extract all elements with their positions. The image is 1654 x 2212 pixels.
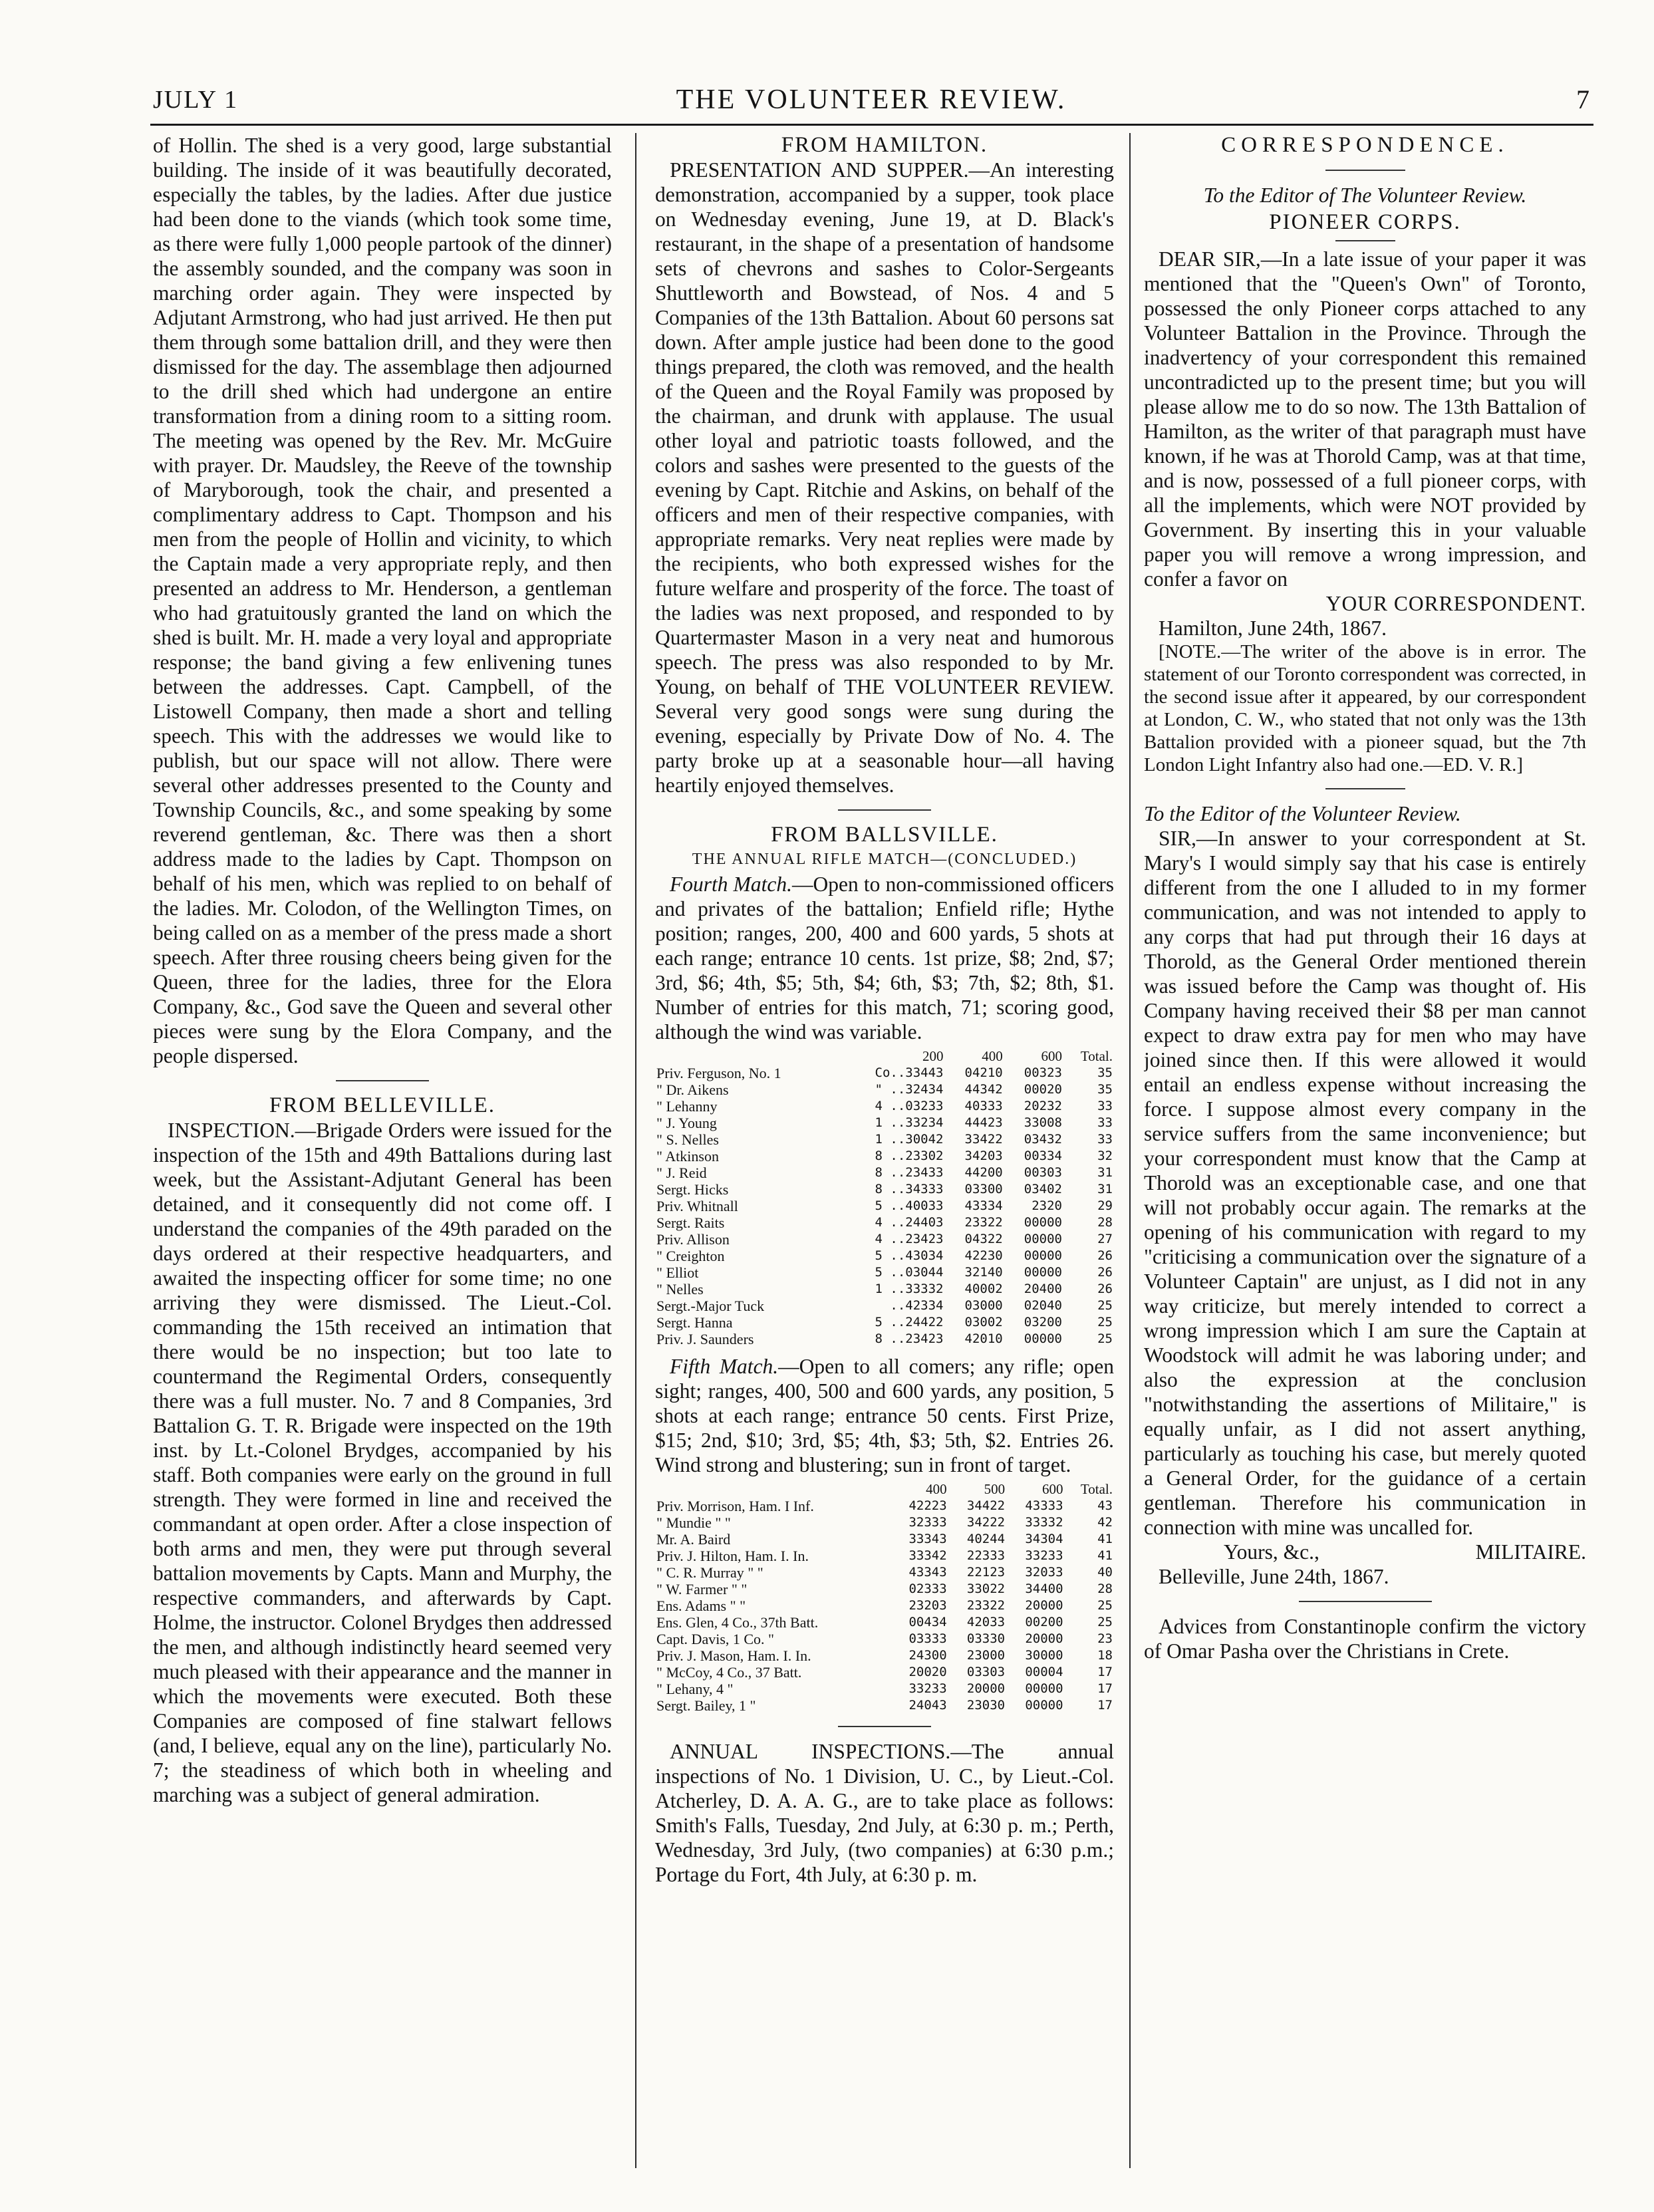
score-range: 00020 (1024, 1082, 1062, 1097)
score-range: 03432 (1024, 1132, 1062, 1147)
score-range: 20000 (1025, 1631, 1063, 1646)
score-range: 33332 (1025, 1515, 1063, 1530)
hamilton-article (655, 158, 1114, 797)
score-range: 44423 (964, 1115, 1003, 1130)
score-range: 5 ..03044 (875, 1265, 944, 1280)
table-row (655, 1314, 1114, 1331)
score-range: 03330 (966, 1631, 1006, 1646)
score-range: 8 ..34333 (875, 1182, 944, 1196)
table-row (655, 1165, 1114, 1181)
fourth-match-scores-table (655, 1048, 1114, 1347)
score-range: 22123 (966, 1565, 1006, 1580)
table-row (655, 1581, 1114, 1597)
score-total: 42 (1097, 1515, 1113, 1530)
competitor-name (655, 1548, 890, 1564)
belleville-article (153, 1118, 612, 1807)
score-range: 40333 (964, 1099, 1003, 1113)
pioneer-letter-text: DEAR SIR,—In a late issue of your paper it was mentioned that the "Queen's Own" of Toronto, possessed the only Pioneer corps attached to any Volunteer Battalion in the Province. Through the inadvertency of your correspondent this remained uncontradicted up to the present time; but you will please allow me to do so now. The 13th Battalion of Hamilton, as the writer of that paragraph must have known, if he was at Thorold Camp, was at that time, and is now, possessed of a full pioneer corps, with all the implements, which were NOT provided by Government. By inserting this in your valuable paper you will remove a wrong impression, and confer a favor on (1144, 247, 1586, 591)
competitor-name (655, 1697, 890, 1714)
competitor-label: Priv. J. Hilton, Ham. I. In. (656, 1548, 809, 1564)
score-range: 02333 (908, 1582, 947, 1596)
competitor-label: Sergt. Bailey, 1 " (656, 1697, 756, 1714)
table-row (655, 1548, 1114, 1564)
competitor-name (655, 1647, 890, 1664)
score-total: 17 (1097, 1698, 1113, 1713)
score-total: 28 (1097, 1215, 1113, 1230)
score-total: 17 (1097, 1665, 1113, 1679)
score-range: 03000 (964, 1298, 1003, 1313)
section-rule (838, 1726, 931, 1727)
table-row (655, 1514, 1114, 1531)
table-row (655, 1564, 1114, 1581)
fifth-match-scores-table (655, 1481, 1114, 1714)
competitor-label: Sergt. Hanna (656, 1314, 733, 1331)
competitor-label: Capt. Davis, 1 Co. " (656, 1631, 775, 1647)
table-row (655, 1681, 1114, 1697)
competitor-label: Ens. Glen, 4 Co., 37th Batt. (656, 1614, 819, 1631)
score-range: 44200 (964, 1165, 1003, 1180)
score-range: 23030 (966, 1698, 1006, 1713)
signature-correspondent: YOUR CORRESPONDENT. (1325, 592, 1586, 615)
page-number: 7 (1576, 84, 1589, 114)
score-total: 31 (1097, 1165, 1113, 1180)
col-head-total: Total. (1080, 1481, 1113, 1497)
table-row (655, 1198, 1114, 1214)
score-range: 5 ..43034 (875, 1248, 944, 1263)
score-range: 4 ..03233 (875, 1099, 944, 1113)
score-range: 04210 (964, 1065, 1003, 1080)
score-range: 23322 (964, 1215, 1003, 1230)
competitor-name (655, 1148, 841, 1165)
col-head-3: 600 (1041, 1048, 1062, 1064)
score-range: 42223 (908, 1498, 947, 1513)
score-range: 4 ..24403 (875, 1215, 944, 1230)
score-range: 00200 (1025, 1615, 1063, 1629)
col-head-1: 200 (922, 1048, 944, 1064)
section-rule (1325, 170, 1405, 171)
competitor-name (655, 1664, 890, 1681)
score-total: 17 (1097, 1681, 1113, 1696)
score-range: 42033 (966, 1615, 1006, 1629)
competitor-label: Sergt. Hicks (656, 1181, 729, 1198)
score-total: 25 (1097, 1615, 1113, 1629)
letter-date: Hamilton, June 24th, 1867. (1159, 617, 1387, 640)
belleville-heading: FROM BELLEVILLE. (269, 1093, 495, 1117)
score-total: 25 (1097, 1298, 1113, 1313)
score-total: 43 (1097, 1498, 1113, 1513)
score-total: 33 (1097, 1132, 1113, 1147)
fourth-match-article (655, 872, 1114, 1044)
page-header (153, 81, 1589, 121)
score-range: 34222 (966, 1515, 1006, 1530)
competitor-label: " Elliot (656, 1264, 699, 1281)
section-rule (1299, 1601, 1432, 1602)
score-total: 25 (1097, 1598, 1113, 1613)
fourth-match-lead: Fourth Match. (670, 873, 792, 896)
col-head-2: 500 (984, 1481, 1006, 1497)
competitor-label: " Nelles (656, 1281, 704, 1298)
score-total: 26 (1097, 1265, 1113, 1280)
table-row (655, 1631, 1114, 1647)
table-row (655, 1148, 1114, 1165)
competitor-name (655, 1098, 841, 1115)
competitor-label: " Dr. Aikens (656, 1081, 729, 1098)
score-range: 00434 (908, 1615, 947, 1629)
score-range: ..42334 (890, 1298, 944, 1313)
score-range: 42230 (964, 1248, 1003, 1263)
score-range: 00000 (1024, 1265, 1062, 1280)
competitor-name (655, 1065, 841, 1081)
column-2 (655, 133, 1114, 2175)
belleville-text: —Brigade Orders were issued for the inspection of the 15th and 49th Battalions during last week, but the Assistant-Adjutant General has been detained, and it consequently did not come off. I understand the companies of the 49th paraded on the days ordered at their respective headquarters, and awaited the inspecting officer for some time; no one arriving they were dismissed. The Lieut.-Col. commanding the 15th received an intimation that there would be no inspection; but too late to countermand the Regimental Orders, consequently there was a full muster. No. 7 and 8 Companies, 3rd Battalion G. T. R. Brigade were inspected on the 19th inst. by Lt.-Colonel Brydges, accompanied by his staff. Both companies were early on the ground in full strength. They were formed in line and received the commandant at open order. After a close inspection of both arms and men, they were put through several battalion movements by Capts. Mann and Murphy, the respective commanders, and afterwards by Capt. Holme, the instructor. Colonel Brydges then addressed the men, and although indistinctly heard seemed very much pleased with their appearance and the manner in which the movements were executed. Both these Companies are composed of fine stalwart fellows (and, I believe, equal any on the line), particularly No. 7; the steadiness of which both in wheeling and marching was a subject of general admiration. (153, 1119, 612, 1806)
score-range: 20232 (1024, 1099, 1062, 1113)
competitor-name (655, 1597, 890, 1614)
col-head-2: 400 (982, 1048, 1003, 1064)
to-editor-line: To the Editor of the Volunteer Review. (1144, 802, 1461, 825)
score-range: 8 ..23433 (875, 1165, 944, 1180)
competitor-label: Priv. J. Mason, Ham. I. In. (656, 1647, 811, 1664)
ballsville-heading: FROM BALLSVILLE. (771, 823, 998, 847)
competitor-name (655, 1614, 890, 1631)
column-divider (635, 133, 636, 2168)
score-range: 4 ..23423 (875, 1232, 944, 1246)
competitor-label: Priv. Ferguson, No. 1 (656, 1065, 781, 1081)
table-row (655, 1281, 1114, 1298)
competitor-name (655, 1264, 841, 1281)
competitor-label: Priv. Allison (656, 1231, 730, 1248)
hollin-article-text: of Hollin. The shed is a very good, large substantial building. The inside of it was beautifully decorated, especially the tables, by the ladies. After due justice had been done to the viands (which took some time, as there were fully 1,000 people partook of the dinner) the assembly sounded, and the company was soon in marching order again. They were inspected by Adjutant Armstrong, who had just arrived. He then put them through some battalion drill, and they were then dismissed for the day. The assemblage then adjourned to the drill shed which had undergone an entire transformation from a dining room to a sitting room. The meeting was opened by the Rev. Mr. McGuire with prayer. Dr. Maudsley, the Reeve of the township of Maryborough, took the chair, and presented a complimentary address to Capt. Thompson and his men from the people of Hollin and vicinity, to which the Captain made a very appropriate reply, and then presented an address to Mr. Henderson, a gentleman who had gratuitously granted the land on which the shed is built. Mr. H. made a very loyal and appropriate response; the band giving a few enlivening tunes between the addresses. Capt. Campbell, of the Listowell Company, then made a short and telling speech. This with the addresses we would like to publish, but our space will not allow. There were several other addresses presented to the County and Township Councils, &c., and some speaking by some reverend gentleman, &c. There was then a short address made to the ladies by Capt. Thompson on behalf of his men, which was replied to on behalf of the ladies. Mr. Colodon, of the Wellington Times, on being called on as a member of the press made a short speech. After three rousing cheers being given for the Queen, three for the ladies, three for the Elora Company, &c., God save the Queen and several other pieces were sung by the Elora Company, and the people dispersed. (153, 134, 612, 1067)
score-range: 2320 (1032, 1198, 1062, 1213)
competitor-label: " Mundie " " (656, 1514, 731, 1531)
score-range: 00303 (1024, 1165, 1062, 1180)
score-total: 33 (1097, 1099, 1113, 1113)
competitor-label: Priv. Morrison, Ham. I Inf. (656, 1498, 814, 1514)
score-range: 00000 (1024, 1331, 1062, 1346)
score-total: 35 (1097, 1065, 1113, 1080)
competitor-name (655, 1314, 841, 1331)
score-range: 33343 (908, 1532, 947, 1546)
letter-date: Belleville, June 24th, 1867. (1159, 1565, 1389, 1588)
column-1 (153, 133, 612, 2175)
score-total: 41 (1097, 1548, 1113, 1563)
score-range: 44342 (964, 1082, 1003, 1097)
competitor-label: Mr. A. Baird (656, 1531, 731, 1548)
competitor-label: " S. Nelles (656, 1131, 719, 1148)
score-total: 29 (1097, 1198, 1113, 1213)
table-row (655, 1081, 1114, 1098)
belleville-lead: INSPECTION. (168, 1119, 295, 1142)
score-range: 03402 (1024, 1182, 1062, 1196)
score-total: 35 (1097, 1082, 1113, 1097)
score-total: 26 (1097, 1248, 1113, 1263)
column-3 (1144, 133, 1586, 2175)
competitor-name (655, 1498, 890, 1514)
score-range: 23322 (966, 1598, 1006, 1613)
score-total: 40 (1097, 1565, 1113, 1580)
score-range: 00000 (1024, 1248, 1062, 1263)
score-total: 23 (1097, 1631, 1113, 1646)
competitor-name (655, 1248, 841, 1264)
competitor-label: " J. Reid (656, 1165, 707, 1181)
table-row (655, 1331, 1114, 1347)
competitor-name (655, 1681, 890, 1697)
score-range: 33422 (964, 1132, 1003, 1147)
competitor-name (655, 1115, 841, 1131)
competitor-name (655, 1631, 890, 1647)
score-range: 34422 (966, 1498, 1006, 1513)
table-row (655, 1697, 1114, 1714)
publication-title: THE VOLUNTEER REVIEW. (676, 84, 1067, 115)
section-rule (1325, 788, 1405, 789)
score-range: 00000 (1024, 1215, 1062, 1230)
score-range: 42010 (964, 1331, 1003, 1346)
table-header-row (655, 1481, 1114, 1498)
correspondence-heading: CORRESPONDENCE. (1221, 133, 1509, 157)
score-range: 40002 (964, 1282, 1003, 1296)
score-range: 43334 (964, 1198, 1003, 1213)
score-range: 24043 (908, 1698, 947, 1713)
competitor-name (655, 1198, 841, 1214)
table-row (655, 1664, 1114, 1681)
score-total: 25 (1097, 1331, 1113, 1346)
editor-note: [NOTE.—The writer of the above is in error. The statement of our Toronto correspondent was corrected, in the second issue after it appeared, by our correspondent at London, C. W., who stated that not only was the 13th Battalion provided with a pioneer squad, but the 7th London Light Infantry also had one.—ED. V. R.] (1144, 641, 1586, 775)
letter-closing (1144, 1540, 1586, 1564)
competitor-name (655, 1531, 890, 1548)
score-range: 1 ..33332 (875, 1282, 944, 1296)
annual-lead: ANNUAL INSPECTIONS. (670, 1740, 951, 1763)
score-range: 03303 (966, 1665, 1006, 1679)
to-editor-line: To the Editor of The Volunteer Review. (1203, 184, 1527, 207)
competitor-name (655, 1281, 841, 1298)
competitor-name (655, 1331, 841, 1347)
score-range: 03300 (964, 1182, 1003, 1196)
score-range: 30000 (1025, 1648, 1063, 1663)
score-range: 23000 (966, 1648, 1006, 1663)
score-range: 32140 (964, 1265, 1003, 1280)
col-head-3: 600 (1042, 1481, 1063, 1497)
score-range: Co..33443 (875, 1065, 944, 1080)
hamilton-text: —An interesting demonstration, accompanied by a supper, took place on Wednesday evening, June 19, at D. Black's restaurant, in the shape of a presentation of handsome sets of chevrons and sashes to Color-Sergeants Shuttleworth and Bowstead, of Nos. 4 and 5 Companies of the 13th Battalion. About 60 persons sat down. After ample justice had been done to the good things prepared, the cloth was removed, and the health of the Queen and the Royal Family was proposed by the chairman, and drunk with applause. The usual other loyal and patriotic toasts followed, and the colors and sashes were presented to the guests of the evening by Capt. Ritchie and Askins, on behalf of the officers and men of their respective companies, with appropriate remarks. Very neat replies were made by the recipients, who both expressed wishes for the future welfare and prosperity of the force. The toast of the ladies was next proposed, and responded to by Quartermaster Mason in a very neat and humorous speech. The press was also responded to by Mr. Young, on behalf of THE VOLUNTEER REVIEW. Several very good songs were sung during the evening, especially by Private Dow of No. 4. The party broke up at a seasonable hour—all having heartily enjoyed themselves. (655, 158, 1114, 797)
table-row (655, 1298, 1114, 1314)
competitor-name (655, 1081, 841, 1098)
annual-text: —The annual inspections of No. 1 Division, U. C., by Lieut.-Col. Atcherley, D. A. A. G., are to take place as follows: Smith's Falls, Tuesday, 2nd July, at 6:30 p. m.; Perth, Wednesday, 3rd July, (two companies) at 6:30 p.m.; Portage du Fort, 4th July, at 6:30 p. m. (655, 1740, 1114, 1886)
score-total: 28 (1097, 1582, 1113, 1596)
score-range: 20000 (1025, 1598, 1063, 1613)
score-range: 33233 (908, 1681, 947, 1696)
competitor-label: Priv. J. Saunders (656, 1331, 754, 1347)
column-divider (1129, 133, 1131, 2168)
competitor-name (655, 1131, 841, 1148)
score-range: 02040 (1024, 1298, 1062, 1313)
hamilton-heading: FROM HAMILTON. (781, 133, 988, 157)
score-range: 32333 (908, 1515, 947, 1530)
competitor-name (655, 1564, 890, 1581)
score-range: 22333 (966, 1548, 1006, 1563)
score-range: 04322 (964, 1232, 1003, 1246)
competitor-name (655, 1514, 890, 1531)
score-range: 00334 (1024, 1149, 1062, 1163)
fourth-match-text: —Open to non-commissioned officers and privates of the battalion; Enfield rifle; Hythe position; ranges, 200, 400 and 600 yards, 5 shots at each range; entrance 10 cents. 1st prize, $8; 2nd, $7; 3rd, $6; 4th, $5; 5th, $4; 6th, $3; 7th, $2; 8th, $1. Number of entries for this match, 71; scoring good, although the wind was variable. (655, 873, 1114, 1043)
score-range: 8 ..23302 (875, 1149, 944, 1163)
score-total: 32 (1097, 1149, 1113, 1163)
score-range: 33342 (908, 1548, 947, 1563)
score-total: 25 (1097, 1315, 1113, 1329)
section-rule (1335, 240, 1395, 241)
annual-inspections-article (655, 1739, 1114, 1887)
score-range: 20020 (908, 1665, 947, 1679)
fifth-match-lead: Fifth Match. (670, 1355, 779, 1378)
score-total: 26 (1097, 1282, 1113, 1296)
competitor-name (655, 1214, 841, 1231)
score-range: 24300 (908, 1648, 947, 1663)
ballsville-subheading: THE ANNUAL RIFLE MATCH—(CONCLUDED.) (692, 851, 1077, 868)
score-range: 40244 (966, 1532, 1006, 1546)
score-range: 20400 (1024, 1282, 1062, 1296)
score-range: 33008 (1024, 1115, 1062, 1130)
table-row (655, 1614, 1114, 1631)
competitor-label: " Atkinson (656, 1148, 719, 1165)
table-header-row (655, 1048, 1114, 1065)
col-head-total: Total. (1080, 1048, 1113, 1064)
competitor-label: Sergt. Raits (656, 1214, 725, 1231)
score-range: 00000 (1025, 1681, 1063, 1696)
fifth-match-text: —Open to all comers; any rifle; open sight; ranges, 400, 500 and 600 yards, any position, 5 shots at each range; entrance 50 cents. First Prize, $15; 2nd, $10; 3rd, $5; 4th, $3; 5th, $2. Entries 26. Wind strong and blustering; sun in front of target. (655, 1355, 1114, 1476)
score-range: 5 ..24422 (875, 1315, 944, 1329)
competitor-label: " C. R. Murray " " (656, 1564, 763, 1581)
section-rule (336, 1080, 429, 1081)
constantinople-item: Advices from Constantinople confirm the victory of Omar Pasha over the Christians in Crete. (1144, 1615, 1586, 1663)
score-range: 34304 (1025, 1532, 1063, 1546)
score-range: 34400 (1025, 1582, 1063, 1596)
competitor-name (655, 1165, 841, 1181)
score-total: 31 (1097, 1182, 1113, 1196)
score-total: 18 (1097, 1648, 1113, 1663)
score-range: 43343 (908, 1565, 947, 1580)
table-row (655, 1231, 1114, 1248)
table-row (655, 1181, 1114, 1198)
score-range: 20000 (966, 1681, 1006, 1696)
competitor-label: " Lehany, 4 " (656, 1681, 734, 1697)
table-row (655, 1098, 1114, 1115)
competitor-name (655, 1581, 890, 1597)
table-row (655, 1214, 1114, 1231)
table-row (655, 1647, 1114, 1664)
table-row (655, 1498, 1114, 1514)
score-range: 03333 (908, 1631, 947, 1646)
table-row (655, 1131, 1114, 1148)
score-range: 03200 (1024, 1315, 1062, 1329)
section-rule (838, 809, 931, 811)
score-total: 27 (1097, 1232, 1113, 1246)
score-range: 33022 (966, 1582, 1006, 1596)
col-head-1: 400 (926, 1481, 947, 1497)
competitor-name (655, 1231, 841, 1248)
closing-yours: Yours, &c., (1224, 1540, 1319, 1564)
table-row (655, 1531, 1114, 1548)
competitor-label: Sergt.-Major Tuck (656, 1298, 765, 1314)
competitor-label: " Lehanny (656, 1098, 718, 1115)
score-range: 00004 (1025, 1665, 1063, 1679)
competitor-label: " J. Young (656, 1115, 717, 1131)
table-row (655, 1597, 1114, 1614)
competitor-name (655, 1181, 841, 1198)
signature-militaire: MILITAIRE. (1475, 1540, 1586, 1564)
score-range: 00323 (1024, 1065, 1062, 1080)
fifth-match-article (655, 1354, 1114, 1477)
hamilton-lead: PRESENTATION AND SUPPER. (670, 158, 969, 182)
militaire-letter-text: SIR,—In answer to your correspondent at St. Mary's I would simply say that his case is entirely different from the one I alluded to in my former communication, and was not intended to apply to any corps that had put through their 16 days at Thorold, as the General Order mentioned therein was issued before the Camp was thought of. His Company having received their $8 per man cannot expect to draw extra pay for men who may have joined since then. If this were allowed it would entail an endless expense without increasing the force. I suppose almost every company in the service suffers from the same inconvenience; but your correspondent must know that the Camp at Thorold was an exceptionable case, and one that will not probably occur again. The remarks at the opening of his communication with regard to my "criticising a communication over the signature of a Volunteer Captain" are unjust, as I did not in any way criticize, but merely intended to correct a wrong impression which I am sure the Captain at Woodstock will admit he was laboring under; and also the expression at the conclusion "notwithstanding the assertions of Militaire," is equally unfair, as I did not assert anything, particularly as touching his case, but merely quoted a General Order, for the guidance of a certain gentleman. Therefore his communication in connection with mine was uncalled for. (1144, 827, 1586, 1539)
score-range: 8 ..23423 (875, 1331, 944, 1346)
score-range: 32033 (1025, 1565, 1063, 1580)
table-row (655, 1264, 1114, 1281)
score-total: 33 (1097, 1115, 1113, 1130)
competitor-label: " McCoy, 4 Co., 37 Batt. (656, 1664, 802, 1681)
pioneer-corps-heading: PIONEER CORPS. (1269, 210, 1461, 234)
score-range: 00000 (1024, 1232, 1062, 1246)
competitor-label: " W. Farmer " " (656, 1581, 748, 1597)
score-range: 34203 (964, 1149, 1003, 1163)
competitor-label: " Creighton (656, 1248, 725, 1264)
score-range: 03002 (964, 1315, 1003, 1329)
score-range: 00000 (1025, 1698, 1063, 1713)
score-range: 5 ..40033 (875, 1198, 944, 1213)
competitor-label: Ens. Adams " " (656, 1597, 746, 1614)
score-range: " ..32434 (875, 1082, 944, 1097)
score-range: 33233 (1025, 1548, 1063, 1563)
table-row (655, 1248, 1114, 1264)
issue-date: JULY 1 (153, 86, 239, 114)
table-row (655, 1065, 1114, 1081)
competitor-name (655, 1298, 841, 1314)
table-row (655, 1115, 1114, 1131)
score-range: 1 ..33234 (875, 1115, 944, 1130)
score-range: 1 ..30042 (875, 1132, 944, 1147)
header-rule (150, 124, 1593, 126)
competitor-label: Priv. Whitnall (656, 1198, 738, 1214)
score-range: 43333 (1025, 1498, 1063, 1513)
score-range: 23203 (908, 1598, 947, 1613)
score-total: 41 (1097, 1532, 1113, 1546)
